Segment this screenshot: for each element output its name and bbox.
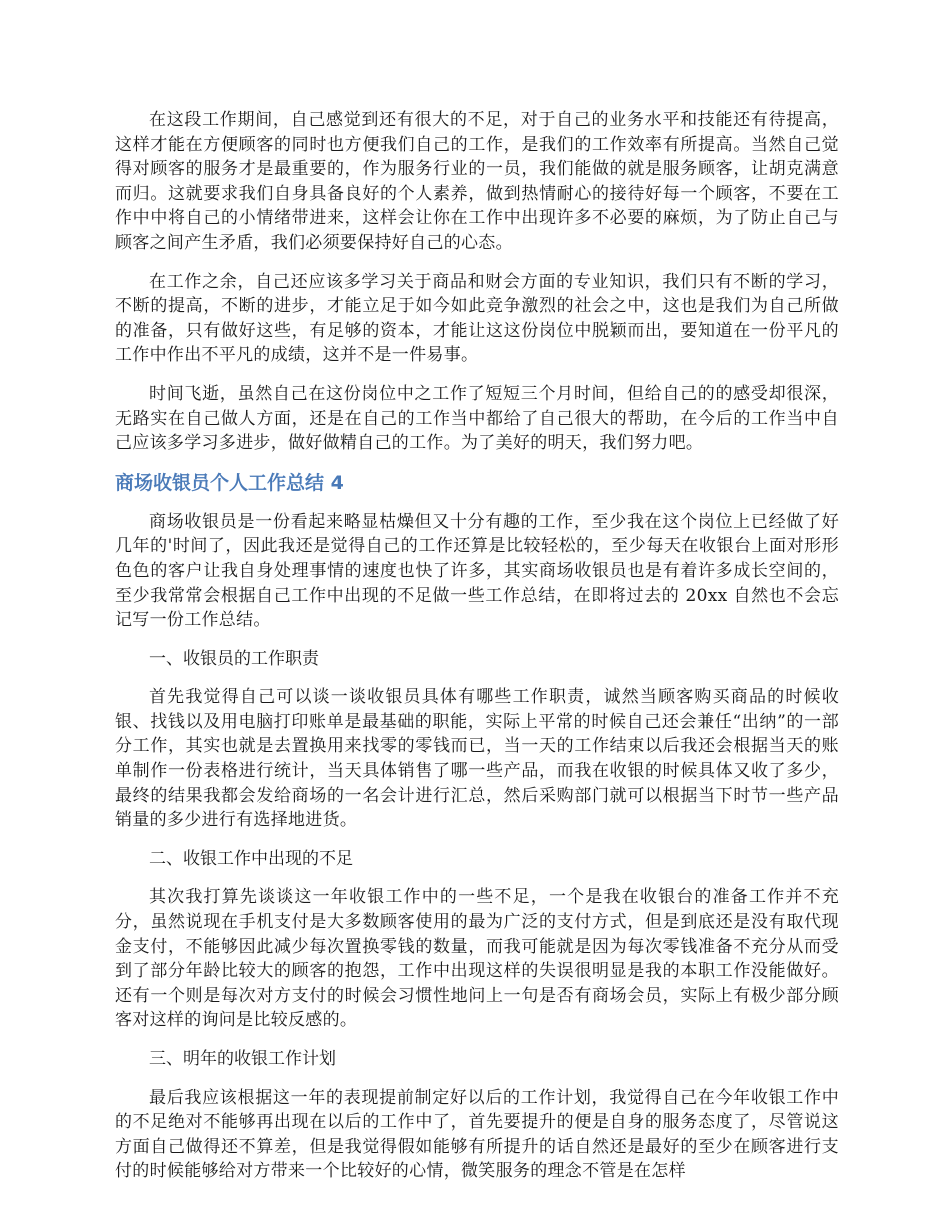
paragraph-section-intro: 商场收银员是一份看起来略显枯燥但又十分有趣的工作，至少我在这个岗位上已经做了好几年的'时间了，因此我还是觉得自己的工作还算是比较轻松的，至少每天在收银台上面对形形色色的客户让我自身处理事情的速度也快了许多，其实商场收银员也是有着许多成长空间的，至少我常常会根据自己工作中出现的不足做一些工作总结，在即将过去的 20xx 自然也不会忘记写一份工作总结。 bbox=[115, 511, 839, 631]
paragraph-plan: 最后我应该根据这一年的表现提前制定好以后的工作计划，我觉得自己在今年收银工作中的不足绝对不能够再出现在以后的工作中了，首先要提升的便是自身的服务态度了，尽管说这方面自己做得还不算差，但是我觉得假如能够有所提升的话自然还是最好的至少在顾客进行支付的时候能够给对方带来一个比较好的心情，微笑服务的理念不管是在怎样 bbox=[115, 1087, 839, 1182]
subheading-shortcomings: 二、收银工作中出现的不足 bbox=[149, 848, 353, 869]
document-page bbox=[115, 108, 839, 1198]
section-heading: 商场收银员个人工作总结 4 bbox=[115, 471, 344, 494]
paragraph-intro-1: 在这段工作期间，自己感觉到还有很大的不足，对于自己的业务水平和技能还有待提高，这样才能在方便顾客的同时也方便我们自己的工作，是我们的工作效率有所提高。当然自己觉得对顾客的服务才是最重要的，作为服务行业的一员，我们能做的就是服务顾客，让胡克满意而归。这就要求我们自身具备良好的个人素养，做到热情耐心的接待好每一个顾客，不要在工作中中将自己的小情绪带进来，这样会让你在工作中出现许多不必要的麻烦，为了防止自己与顾客之间产生矛盾，我们必须要保持好自己的心态。 bbox=[115, 110, 839, 253]
subheading-plan: 三、明年的收银工作计划 bbox=[149, 1049, 336, 1069]
subheading-duties: 一、收银员的工作职责 bbox=[149, 648, 319, 669]
paragraph-duties: 首先我觉得自己可以谈一谈收银员具体有哪些工作职责，诚然当顾客购买商品的时候收银、找钱以及用电脑打印账单是最基础的职能，实际上平常的时候自己还会兼任“出纳”的一部分工作，其实也就是去置换用来找零的零钱而已，当一天的工作结束以后我还会根据当天的账单制作一份表格进行统计，当天具体销售了哪一些产品，而我在收银的时候具体又收了多少，最终的结果我都会发给商场的一名会计进行汇总，然后采购部门就可以根据当下时节一些产品销量的多少进行有选择地进货。 bbox=[115, 687, 839, 831]
paragraph-intro-3: 时间飞逝，虽然自己在这份岗位中之工作了短短三个月时间，但给自己的的感受却很深，无路实在自己做人方面，还是在自己的工作当中都给了自己很大的帮助，在今后的工作当中自己应该多学习多进步，做好做精自己的工作。为了美好的明天，我们努力吧。 bbox=[115, 383, 839, 454]
paragraph-intro-2: 在工作之余，自己还应该多学习关于商品和财会方面的专业知识，我们只有不断的学习，不断的提高，不断的进步，才能立足于如今如此竞争激烈的社会之中，这也是我们为自己所做的准备，只有做好这些，有足够的资本，才能让这这份岗位中脱颖而出，要知道在一份平凡的工作中作出不平凡的成绩，这并不是一件易事。 bbox=[115, 271, 839, 366]
paragraph-shortcomings: 其次我打算先谈谈这一年收银工作中的一些不足，一个是我在收银台的准备工作并不充分，虽然说现在手机支付是大多数顾客使用的最为广泛的支付方式，但是到底还是没有取代现金支付，不能够因此减少每次置换零钱的数量，而我可能就是因为每次零钱准备不充分从而受到了部分年龄比较大的顾客的抱怨，工作中出现这样的失误很明显是我的本职工作没能做好。还有一个则是每次对方支付的时候会习惯性地问上一句是否有商场会员，实际上有极少部分顾客对这样的询问是比较反感的。 bbox=[115, 887, 839, 1031]
